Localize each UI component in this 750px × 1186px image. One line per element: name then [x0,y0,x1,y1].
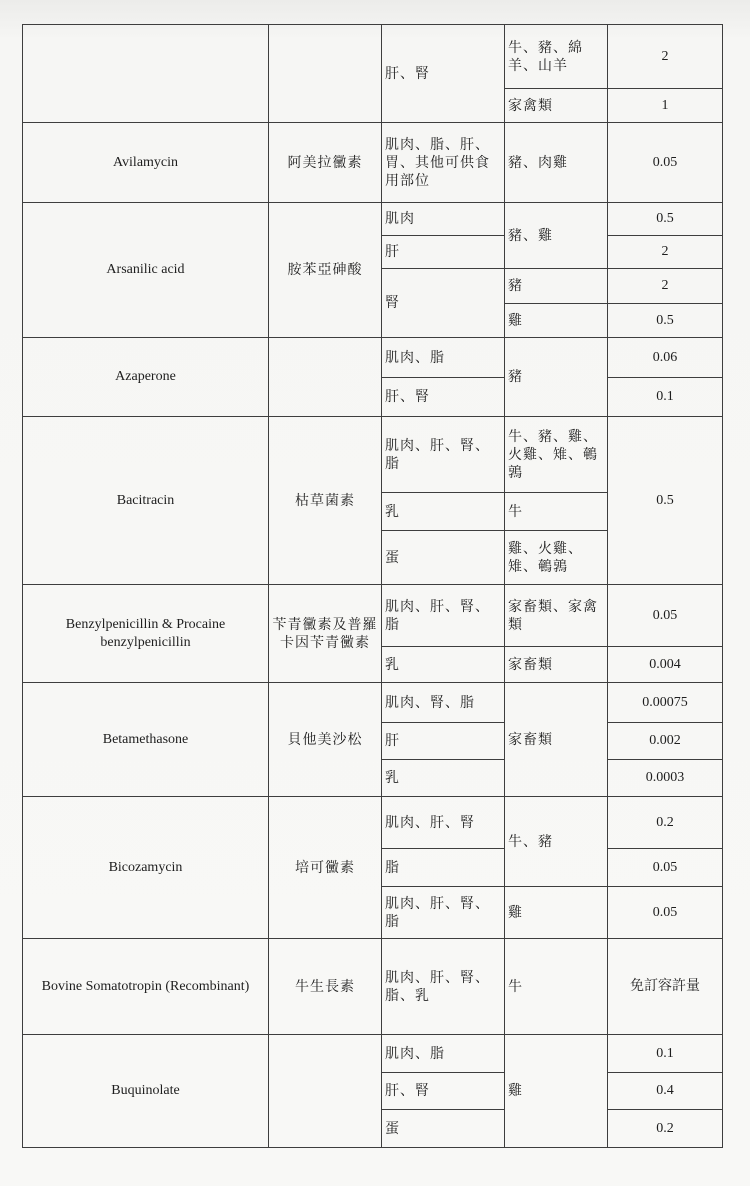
mrl-cell: 0.5 [608,417,723,585]
tissue-cell: 脂 [382,849,505,887]
species-cell: 豬、雞 [505,203,608,269]
mrl-cell: 0.00075 [608,683,723,723]
drug-name-en: Arsanilic acid [23,203,269,338]
tissue-cell: 肌肉、腎、脂 [382,683,505,723]
tissue-cell: 肌肉、肝、腎、脂 [382,887,505,939]
table-row [23,417,723,493]
drug-name-en: Bicozamycin [23,797,269,939]
drug-name-zh: 牛生長素 [269,939,382,1035]
mrl-cell: 0.2 [608,1110,723,1148]
tissue-cell: 肝 [382,723,505,760]
species-cell: 家畜類 [505,647,608,683]
drug-name-en: Avilamycin [23,123,269,203]
species-cell: 豬、肉雞 [505,123,608,203]
species-cell: 豬 [505,338,608,417]
tissue-cell: 肝、腎 [382,1073,505,1110]
species-cell: 牛 [505,939,608,1035]
tissue-cell: 腎 [382,269,505,338]
tissue-cell: 肌肉、肝、腎、脂、乳 [382,939,505,1035]
tissue-cell: 肌肉、肝、腎 [382,797,505,849]
species-cell: 家禽類 [505,89,608,123]
species-cell: 雞 [505,304,608,338]
species-cell: 牛、豬 [505,797,608,887]
mrl-cell: 0.002 [608,723,723,760]
mrl-cell: 0.06 [608,338,723,378]
species-cell: 家畜類、家禽類 [505,585,608,647]
mrl-cell: 0.004 [608,647,723,683]
tissue-cell: 肌肉、肝、腎、脂 [382,585,505,647]
mrl-cell: 2 [608,25,723,89]
drug-name-en: Benzylpenicillin & Procaine benzylpenicillin [23,585,269,683]
drug-name-zh [269,25,382,123]
mrl-cell: 0.05 [608,585,723,647]
tissue-cell: 肌肉 [382,203,505,236]
tissue-cell: 肝 [382,236,505,269]
tissue-cell: 肝、腎 [382,378,505,417]
mrl-cell: 0.5 [608,203,723,236]
drug-name-en: Azaperone [23,338,269,417]
tissue-cell: 肌肉、肝、腎、脂 [382,417,505,493]
drug-name-zh: 阿美拉黴素 [269,123,382,203]
table-row [23,203,723,236]
drug-residue-table [22,24,723,1148]
species-cell: 雞、火雞、雉、鵪鶉 [505,531,608,585]
drug-name-en [23,25,269,123]
species-cell: 豬 [505,269,608,304]
tissue-cell: 蛋 [382,1110,505,1148]
mrl-cell: 0.1 [608,378,723,417]
tissue-cell: 肌肉、脂 [382,338,505,378]
table-row [23,1035,723,1073]
table-row [23,585,723,647]
mrl-cell: 0.1 [608,1035,723,1073]
species-cell: 牛、豬、綿羊、山羊 [505,25,608,89]
tissue-cell: 乳 [382,647,505,683]
drug-name-zh: 培可黴素 [269,797,382,939]
table-row [23,338,723,378]
drug-name-en: Bovine Somatotropin (Recombinant) [23,939,269,1035]
drug-name-en: Betamethasone [23,683,269,797]
table-row [23,939,723,1035]
table-row [23,797,723,849]
mrl-cell: 0.0003 [608,760,723,797]
species-cell: 牛、豬、雞、火雞、雉、鵪鶉 [505,417,608,493]
tissue-cell: 乳 [382,760,505,797]
mrl-cell: 2 [608,269,723,304]
table-row [23,683,723,723]
drug-name-zh: 貝他美沙松 [269,683,382,797]
drug-name-zh: 胺苯亞砷酸 [269,203,382,338]
mrl-cell: 免訂容許量 [608,939,723,1035]
drug-name-zh [269,1035,382,1148]
drug-name-en: Bacitracin [23,417,269,585]
drug-name-zh [269,338,382,417]
tissue-cell: 肝、腎 [382,25,505,123]
mrl-cell: 0.2 [608,797,723,849]
drug-name-zh: 枯草菌素 [269,417,382,585]
tissue-cell: 蛋 [382,531,505,585]
mrl-cell: 2 [608,236,723,269]
table-row [23,123,723,203]
table-row [23,25,723,89]
tissue-cell: 肌肉、脂 [382,1035,505,1073]
mrl-cell: 0.05 [608,887,723,939]
mrl-cell: 0.4 [608,1073,723,1110]
mrl-cell: 0.05 [608,123,723,203]
tissue-cell: 肌肉、脂、肝、胃、其他可供食用部位 [382,123,505,203]
drug-name-en: Buquinolate [23,1035,269,1148]
species-cell: 雞 [505,887,608,939]
tissue-cell: 乳 [382,493,505,531]
species-cell: 雞 [505,1035,608,1148]
drug-name-zh: 苄青黴素及普羅卡因苄青黴素 [269,585,382,683]
mrl-cell: 0.5 [608,304,723,338]
species-cell: 家畜類 [505,683,608,797]
species-cell: 牛 [505,493,608,531]
mrl-cell: 1 [608,89,723,123]
mrl-cell: 0.05 [608,849,723,887]
